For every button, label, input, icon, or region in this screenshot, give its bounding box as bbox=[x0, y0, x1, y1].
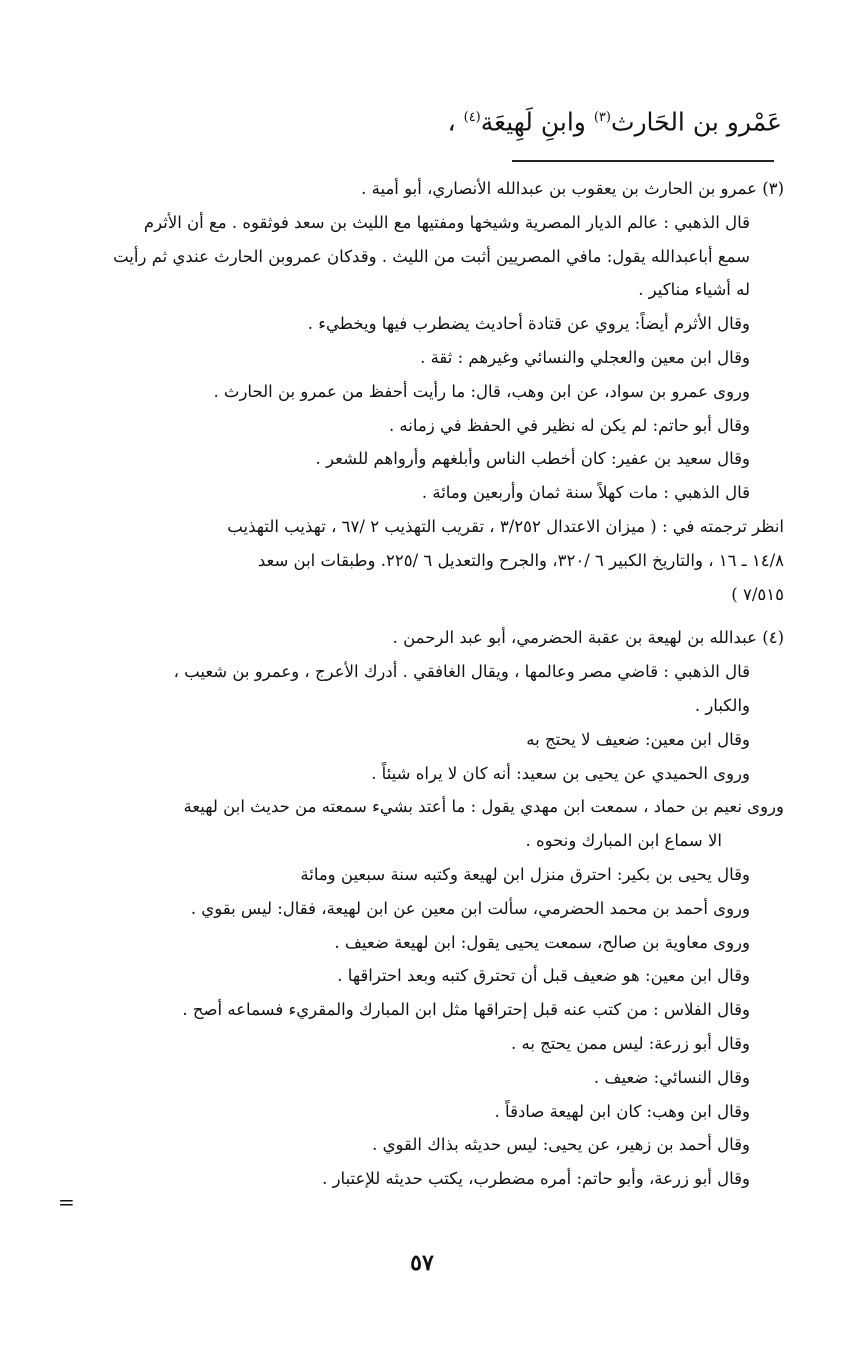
footnote-3-sources-line: انظر ترجمته في : ( ميزان الاعتدال ٣/٢٥٢ ، تقريب التهذيب ٢ /٦٧ ، تهذيب التهذيب bbox=[227, 516, 784, 536]
footnotes-section bbox=[79, 172, 784, 1196]
footnote-3-line: وقال الأثرم أيضاً: يروي عن قتادة أحاديث يضطرب فيها ويخطيء . bbox=[307, 314, 750, 334]
footnote-4-line: وقال يحيى بن بكير: احترق منزل ابن لهيعة وكتبه سنة سبعين ومائة bbox=[300, 864, 750, 884]
footnote-3 bbox=[79, 172, 784, 611]
header-text-1: عَمْرو بن الحَارث bbox=[610, 107, 782, 137]
footnote-ref-3: (٣) bbox=[593, 110, 611, 125]
footnote-ref-4: (٤) bbox=[463, 110, 481, 125]
page-number: ٥٧ bbox=[410, 1250, 434, 1276]
footnote-3-heading: (٣) عمرو بن الحارث بن يعقوب بن عبدالله الأنصاري، أبو أمية . bbox=[361, 179, 784, 198]
footnote-4-line: وقال الفلاس : من كتب عنه قبل إحتراقها مثل ابن المبارك والمقريء فسماعه أصح . bbox=[182, 1000, 750, 1020]
continuation-mark: = bbox=[58, 1190, 75, 1214]
footnote-3-line: له أشياء مناكير . bbox=[638, 280, 750, 300]
footnote-4-line: الا سماع ابن المبارك ونحوه . bbox=[525, 831, 722, 851]
footnote-4-line: وقال أبو زرعة: ليس ممن يحتج به . bbox=[510, 1033, 750, 1053]
header-text-2: وابنِ لَهِيعَة bbox=[480, 107, 594, 137]
footnote-gap bbox=[79, 611, 784, 621]
footnote-4-line: وقال ابن وهب: كان ابن لهيعة صادقاً . bbox=[494, 1101, 750, 1121]
footnote-4-line: قال الذهبي : قاضي مصر وعالمها ، ويقال الغافقي . أدرك الأعرج ، وعمرو بن شعيب ، bbox=[173, 662, 750, 682]
verse-header bbox=[62, 98, 782, 142]
footnote-separator bbox=[512, 160, 774, 162]
footnote-3-line: وقال سعيد بن عفير: كان أخطب الناس وأبلغهم وأرواهم للشعر . bbox=[315, 449, 750, 469]
footnote-4 bbox=[79, 621, 784, 1196]
footnote-4-line: وقال النسائي: ضعيف . bbox=[593, 1067, 750, 1087]
footnote-4-line: وقال ابن معين: ضعيف لا يحتج به bbox=[526, 729, 750, 749]
footnote-4-line: والكبار . bbox=[694, 695, 750, 715]
footnote-3-line: وقال أبو حاتم: لم يكن له نظير في الحفظ في زمانه . bbox=[388, 415, 750, 435]
footnote-4-line: وقال أحمد بن زهير، عن يحيى: ليس حديثه بذاك القوي . bbox=[372, 1135, 750, 1155]
footnote-3-line: قال الذهبي : عالم الديار المصرية وشيخها ومفتيها مع الليث بن سعد فوثقوه . مع أن الأثرم bbox=[143, 212, 750, 232]
footnote-3-sources-line: ٧/٥١٥ ) bbox=[731, 584, 784, 604]
footnote-3-sources-line: ١٤/٨ ـ ١٦ ، والتاريخ الكبير ٦ /٣٢٠، والجرح والتعديل ٦ /٢٢٥. وطبقات ابن سعد bbox=[257, 550, 784, 570]
footnote-4-line: وروى الحميدي عن يحيى بن سعيد: أنه كان لا يراه شيئاً . bbox=[371, 763, 750, 783]
footnote-4-line: وروى أحمد بن محمد الحضرمي، سألت ابن معين عن ابن لهيعة، فقال: ليس بقوي . bbox=[190, 898, 750, 918]
footnote-3-line: وقال ابن معين والعجلي والنسائي وغيرهم : ثقة . bbox=[420, 347, 750, 367]
footnote-3-line: وروى عمرو بن سواد، عن ابن وهب، قال: ما رأيت أحفظ من عمرو بن الحارث . bbox=[213, 381, 750, 401]
footnote-4-line: وروى معاوية بن صالح، سمعت يحيى يقول: ابن لهيعة ضعيف . bbox=[334, 932, 750, 952]
header-text-3: ، bbox=[447, 107, 464, 137]
footnote-4-line: وقال ابن معين: هو ضعيف قبل أن تحترق كتبه وبعد احتراقها . bbox=[337, 966, 750, 986]
footnote-3-line: سمع أباعبدالله يقول: مافي المصريين أثبت من الليث . وقدكان عمروبن الحارث عندي ثم رأيت bbox=[113, 246, 750, 266]
footnote-4-line: وروى نعيم بن حماد ، سمعت ابن مهدي يقول : ما أعتد بشيء سمعته من حديث ابن لهيعة bbox=[183, 797, 784, 817]
footnote-4-line: وقال أبو زرعة، وأبو حاتم: أمره مضطرب، يكتب حديثه للإعتبار . bbox=[322, 1169, 750, 1189]
footnote-3-line: قال الذهبي : مات كهلاً سنة ثمان وأربعين ومائة . bbox=[421, 483, 750, 503]
footnote-4-heading: (٤) عبدالله بن لهيعة بن عقبة الحضرمي، أبو عبد الرحمن . bbox=[392, 628, 784, 648]
